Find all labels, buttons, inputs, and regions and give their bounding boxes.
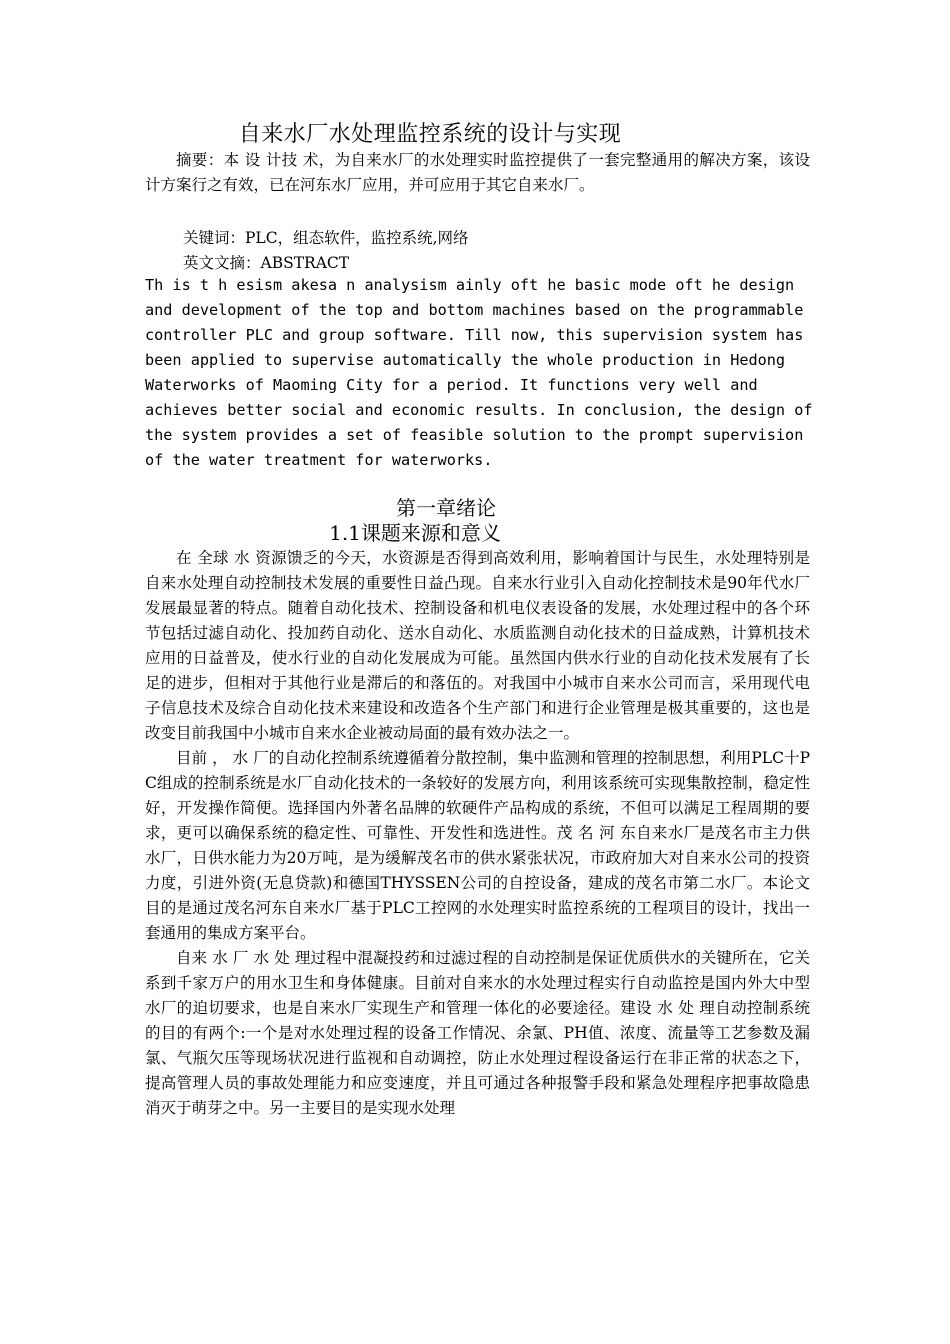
document-title-text: 自来水厂水处理监控系统的设计与实现 — [238, 122, 622, 147]
paragraph: 在 全球 水 资源馈乏的今天，水资源是否得到高效利用，影响着国计与民生，水处理特别是自来水处理自动控制技术发展的重要性日益凸现。自来水行业引入自动化控制技术是90年代水厂发展最显著的特点。随着自动化技术、控制设备和机电仪表设备的发展，水处理过程中的各个环节包括过滤自动化、投加药自动化、送水自动化、水质监测自动化技术的日益成熟，计算机技术应用的日益普及，使水行业的自动化发展成为可能。虽然国内供水行业的自动化技术发展有了长足的进步，但相对于其他行业是滞后的和落伍的。对我国中小城市自来水公司而言，采用现代电子信息技术及综合自动化技术来建设和改造各个生产部门和进行企业管理是极其重要的，这也是改变目前我国中小城市自来水企业被动局面的最有效办法之一。 — [145, 549, 810, 742]
document-title — [0, 120, 950, 150]
body-text — [145, 546, 810, 1121]
english-abstract-heading: 英文文摘：ABSTRACT — [183, 254, 350, 272]
keywords-line: 关键词：PLC，组态软件，监控系统,网络 — [183, 229, 469, 247]
chapter-title-text: 第一章绪论 — [396, 496, 496, 520]
chapter-title — [0, 495, 950, 521]
paragraph: 自来 水 厂 水 处 理过程中混凝投药和过滤过程的自动控制是保证优质供水的关键所在，它关系到千家万户的用水卫生和身体健康。目前对自来水的水处理过程实行自动监控是国内外大中型水厂的迫切要求，也是自来水厂实现生产和管理一体化的必要途径。建设 水 处 理自动控制系统的目的有两个:一个是对水处理过程的设备工作情况、余氯、PH值、浓度、流量等工艺参数及漏氯、气瓶欠压等现场状况进行监视和自动调控，防止水处理过程设备运行在非正常的状态之下，提高管理人员的事故处理能力和应变速度，并且可通过各种报警手段和紧急处理程序把事故隐患消灭于萌芽之中。另一主要目的是实现水处理 — [145, 949, 810, 1117]
section-title-text: 1.1课题来源和意义 — [329, 521, 501, 545]
chinese-abstract-text: 摘要：本 设 计技 术，为自来水厂的水处理实时监控提供了一套完整通用的解决方案，该设计方案行之有效，已在河东水厂应用，并可应用于其它自来水厂。 — [145, 151, 810, 194]
english-abstract: Th is t h esism akesa n analysism ainly oft he basic mode oft he design and development of the top and bottom machines based on the programmable controller PLC and group software. Till now, this supervision system has been applied to supervise automatically the whole production in Hedong Waterworks of Maoming City for a period. It functions very well and achieves better social and economic results. In conclusion, the design of the system provides a set of feasible solution to the prompt supervision of the water treatment for waterworks. — [145, 276, 813, 469]
chinese-abstract — [145, 148, 810, 198]
paragraph: 目前 ， 水 厂的自动化控制系统遵循着分散控制，集中监测和管理的控制思想，利用PLC十PC组成的控制系统是水厂自动化技术的一条较好的发展方向，利用该系统可实现集散控制，稳定性好，开发操作简便。选择国内外著名品牌的软硬件产品构成的系统，不但可以满足工程周期的要求，更可以确保系统的稳定性、可靠性、开发性和选进性。茂 名 河 东自来水厂是茂名市主力供水厂，日供水能力为20万吨，是为缓解茂名市的供水紧张状况，市政府加大对自来水公司的投资力度，引进外资(无息贷款)和德国THYSSEN公司的自控设备，建成的茂名市第二水厂。本论文目的是通过茂名河东自来水厂基于PLC工控网的水处理实时监控系统的工程项目的设计，找出一套通用的集成方案平台。 — [145, 749, 810, 942]
section-title — [0, 520, 950, 546]
